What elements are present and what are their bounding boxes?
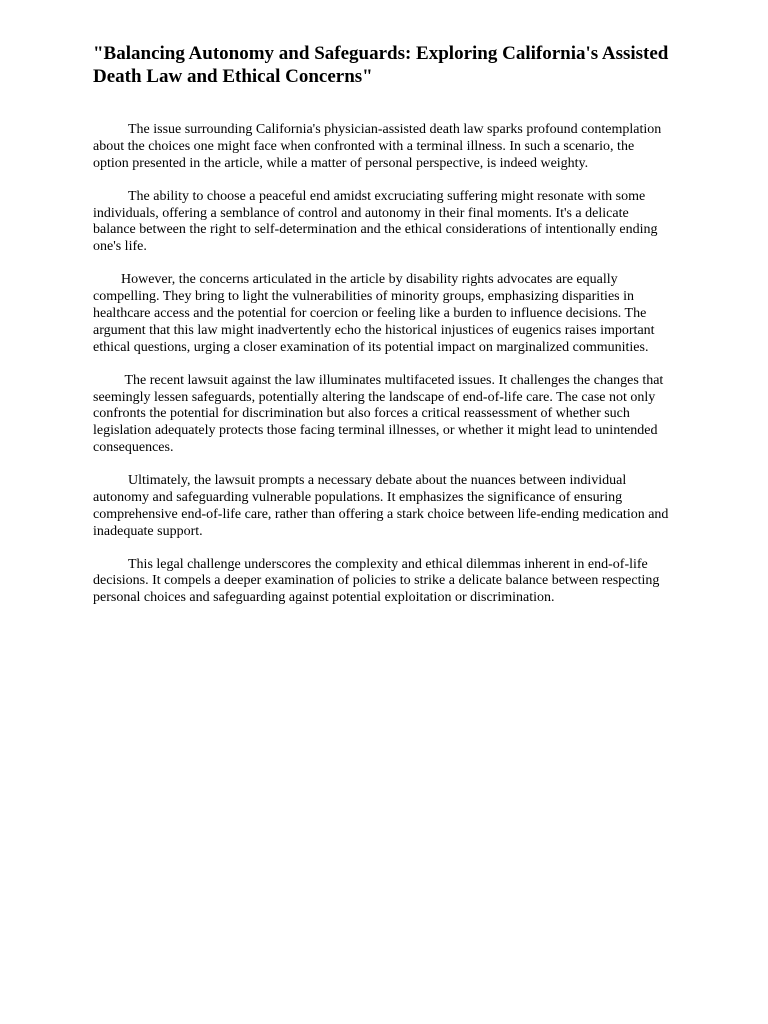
document-page — [93, 42, 673, 623]
paragraph-2: The ability to choose a peaceful end amidst excruciating suffering might resonate with some individuals, offering a semblance of control and autonomy in their final moments. It's a delicate balance between the right to self-determination and the ethical considerations of intentionally ending one's life. — [93, 188, 661, 255]
document-title: "Balancing Autonomy and Safeguards: Exploring California's Assisted Death Law and Ethical Concerns" — [93, 43, 669, 87]
paragraph-4: The recent lawsuit against the law illuminates multifaceted issues. It challenges the changes that seemingly lessen safeguards, potentially altering the landscape of end-of-life care. The case not only confronts the potential for discrimination but also forces a critical reassessment of whether such legislation adequately protects those facing terminal illnesses, or whether it might lead to unintended consequences. — [93, 372, 667, 455]
paragraph-3: However, the concerns articulated in the article by disability rights advocates are equally compelling. They bring to light the vulnerabilities of minority groups, emphasizing disparities in healthcare access and the potential for coercion or feeling like a burden to influence decisions. The argument that this law might inadvertently echo the historical injustices of eugenics raises important ethical questions, urging a closer examination of its potential impact on marginalized communities. — [93, 272, 659, 355]
paragraph-6: This legal challenge underscores the complexity and ethical dilemmas inherent in end-of-life decisions. It compels a deeper examination of policies to strike a delicate balance between respecting personal choices and safeguarding against potential exploitation or discrimination. — [93, 556, 663, 606]
paragraph-5: Ultimately, the lawsuit prompts a necessary debate about the nuances between individual autonomy and safeguarding vulnerable populations. It emphasizes the significance of ensuring comprehensive end-of-life care, rather than offering a stark choice between life-ending medication and inadequate support. — [93, 473, 672, 539]
paragraph-1: The issue surrounding California's physician-assisted death law sparks profound contemplation about the choices one might face when confronted with a terminal illness. In such a scenario, the option presented in the article, while a matter of personal perspective, is indeed weighty. — [93, 122, 665, 171]
